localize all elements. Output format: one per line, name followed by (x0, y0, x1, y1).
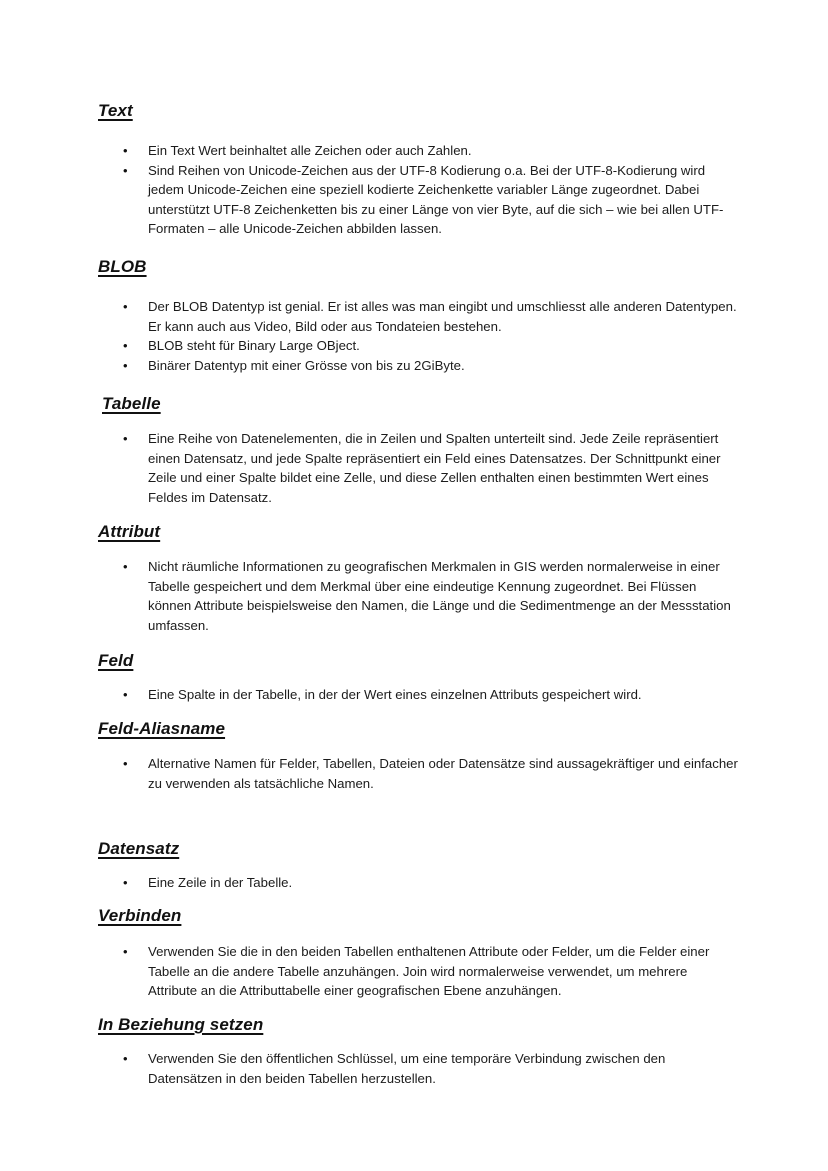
bullet-icon: • (123, 756, 128, 771)
list-item: • Verwenden Sie den öffentlichen Schlüssel, um eine temporäre Verbindung zwischen den Datensätzen in den beiden Tabellen herzustellen. (123, 1051, 666, 1086)
section-heading-in-beziehung-setzen: In Beziehung setzen (98, 1015, 264, 1034)
list-item: • Ein Text Wert beinhaltet alle Zeichen oder auch Zahlen. (148, 141, 738, 161)
section-list-tabelle (123, 429, 738, 507)
list-item: • Der BLOB Datentyp ist genial. Er ist alles was man eingibt und umschliesst alle anderen Datentypen. Er kann auch aus Video, Bild oder aus Tondateien bestehen. (123, 299, 737, 334)
list-item: • Eine Zeile in der Tabelle. (148, 873, 738, 893)
section-heading-feld-aliasname: Feld-Aliasname (98, 719, 226, 738)
section-heading-text: Text (98, 101, 133, 120)
bullet-icon: • (123, 875, 128, 890)
bullet-icon: • (123, 559, 128, 574)
section-heading-datensatz: Datensatz (98, 839, 180, 858)
section-list-feld-aliasname (123, 754, 738, 793)
list-item: • Binärer Datentyp mit einer Grösse von bis zu 2GiByte. (148, 356, 738, 376)
section-heading-attribut: Attribut (98, 522, 161, 541)
list-item: • Eine Spalte in der Tabelle, in der der Wert eines einzelnen Attributs gespeichert wird. (148, 685, 738, 705)
section-list-blob (123, 297, 738, 375)
section-list-text (123, 141, 738, 239)
section-list-feld (123, 685, 738, 705)
list-item: • BLOB steht für Binary Large OBject. (148, 336, 738, 356)
bullet-icon: • (123, 1051, 128, 1066)
bullet-icon: • (123, 687, 128, 702)
list-item: • Eine Reihe von Datenelementen, die in Zeilen und Spalten unterteilt sind. Jede Zeile repräsentiert einen Datensatz, und jede Spalte repräsentiert ein Feld eines Datensatzes. Der Schnittpunkt einer Zeile und einer Spalte bildet eine Zelle, und diese Zellen enthalten einen bestimmten Wert eines Feldes im Datensatz. (123, 431, 721, 505)
bullet-icon: • (123, 944, 128, 959)
bullet-icon: • (123, 431, 128, 446)
bullet-icon: • (123, 299, 128, 314)
bullet-icon: • (123, 338, 128, 354)
section-list-verbinden (123, 942, 738, 1001)
bullet-icon: • (123, 143, 128, 158)
section-heading-feld: Feld (98, 651, 134, 670)
list-item: • Sind Reihen von Unicode-Zeichen aus der UTF-8 Kodierung o.a. Bei der UTF-8-Kodierung wird jedem Unicode-Zeichen eine speziell kodierte Zeichenkette variabler Länge zugeordnet. Dabei unterstützt UTF-8 Zeichenketten bis zu einer Länge von vier Byte, auf die sich – wie bei allen UTF-Formaten – alle Unicode-Zeichen abbilden lassen. (123, 162, 724, 237)
section-heading-verbinden: Verbinden (98, 906, 182, 925)
list-item: • Alternative Namen für Felder, Tabellen, Dateien oder Datensätze sind aussagekräftiger und einfacher zu verwenden als tatsächliche Namen. (123, 756, 738, 791)
list-item: • Verwenden Sie die in den beiden Tabellen enthaltenen Attribute oder Felder, um die Felder einer Tabelle an die andere Tabelle anzuhängen. Join wird normalerweise verwendet, um mehrere Attribute an die Attributtabelle einer geografischen Ebene anzuhängen. (123, 944, 710, 999)
list-item: • Nicht räumliche Informationen zu geografischen Merkmalen in GIS werden normalerweise in einer Tabelle gespeichert und dem Merkmal über eine eindeutige Kennung zugeordnet. Bei Flüssen können Attribute beispielsweise den Namen, die Länge und die Sedimentmenge an der Messstation umfassen. (123, 559, 731, 633)
section-list-attribut (123, 557, 738, 635)
section-heading-blob: BLOB (98, 257, 147, 276)
section-list-in-beziehung-setzen (123, 1049, 738, 1088)
bullet-icon: • (123, 357, 128, 373)
section-list-datensatz (123, 873, 738, 893)
bullet-icon: • (123, 162, 128, 178)
section-heading-tabelle: Tabelle (102, 394, 161, 413)
